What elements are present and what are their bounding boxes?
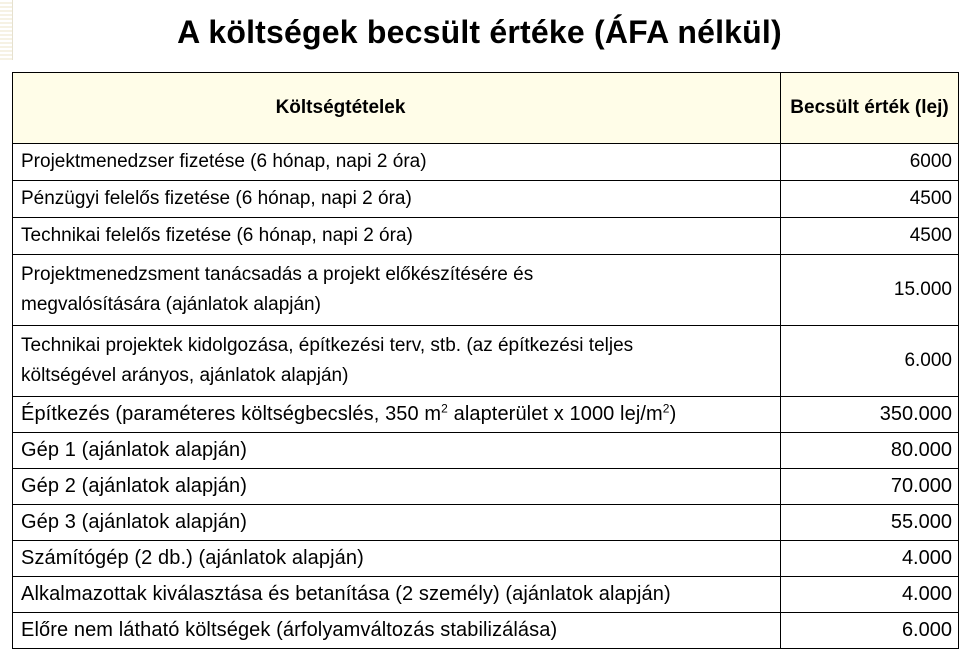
row-label-line2: megvalósítására (ajánlatok alapján)	[21, 294, 321, 315]
row-value: 80.000	[781, 433, 959, 469]
cost-table	[12, 72, 959, 649]
row-label	[13, 326, 781, 397]
table-row	[13, 613, 959, 649]
row-value: 70.000	[781, 469, 959, 505]
superscript: 2	[662, 401, 670, 416]
row-value: 4.000	[781, 577, 959, 613]
table-row	[13, 469, 959, 505]
row-label	[13, 397, 781, 433]
row-label-line1: Technikai projektek kidolgozása, építkezési terv, stb. (az építkezési teljes	[21, 335, 634, 356]
row-label: Pénzügyi felelős fizetése (6 hónap, napi 2 óra)	[13, 181, 781, 218]
table-row	[13, 433, 959, 469]
table-row	[13, 255, 959, 326]
row-label: Gép 2 (ajánlatok alapján)	[13, 469, 781, 505]
row-label: Alkalmazottak kiválasztása és betanítása (2 személy) (ajánlatok alapján)	[13, 577, 781, 613]
superscript: 2	[441, 401, 448, 416]
row-label-part: Építkezés (paraméteres költségbecslés, 350 m	[21, 403, 442, 425]
row-label: Projektmenedzser fizetése (6 hónap, napi 2 óra)	[13, 144, 781, 181]
row-label	[13, 255, 781, 326]
row-label: Technikai felelős fizetése (6 hónap, napi 2 óra)	[13, 218, 781, 255]
row-label-part: )	[669, 403, 677, 425]
table-row	[13, 144, 959, 181]
table-row	[13, 397, 959, 433]
row-value: 4500	[781, 181, 959, 218]
row-label: Előre nem látható költségek (árfolyamváltozás stabilizálása)	[13, 613, 781, 649]
row-value: 55.000	[781, 505, 959, 541]
header-value: Becsült érték (lej)	[781, 73, 959, 144]
table-row	[13, 505, 959, 541]
row-value: 4.000	[781, 541, 959, 577]
row-value: 4500	[781, 218, 959, 255]
row-label-part: alapterület x 1000 lej/m	[447, 403, 663, 425]
row-label: Gép 1 (ajánlatok alapján)	[13, 433, 781, 469]
row-label-line2: költségével arányos, ajánlatok alapján)	[21, 365, 349, 386]
table-row	[13, 577, 959, 613]
row-label: Számítógép (2 db.) (ajánlatok alapján)	[13, 541, 781, 577]
table-row	[13, 181, 959, 218]
row-label-line1: Projektmenedzsment tanácsadás a projekt előkészítésére és	[21, 264, 534, 285]
table-row	[13, 326, 959, 397]
page-title: A költségek becsült értéke (ÁFA nélkül)	[177, 14, 782, 50]
row-value: 6.000	[781, 613, 959, 649]
row-value: 15.000	[781, 255, 959, 326]
table-row	[13, 541, 959, 577]
row-label: Gép 3 (ajánlatok alapján)	[13, 505, 781, 541]
row-value: 350.000	[781, 397, 959, 433]
table-row	[13, 218, 959, 255]
row-value: 6.000	[781, 326, 959, 397]
row-value: 6000	[781, 144, 959, 181]
header-items: Költségtételek	[13, 73, 781, 144]
